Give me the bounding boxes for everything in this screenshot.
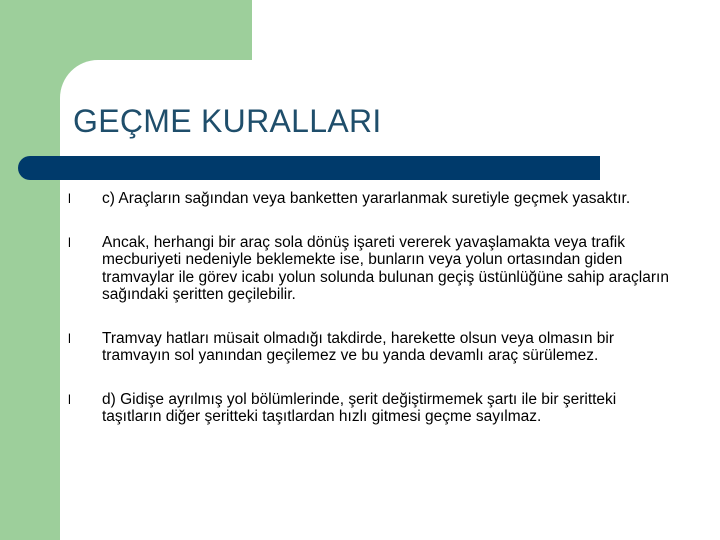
title-underline-bar xyxy=(18,156,600,180)
bullet-text: d) Gidişe ayrılmış yol bölümlerinde, şerit değiştirmemek şartı ile bir şeritteki taşıtların diğer şeritteki taşıtlardan hızlı gitmesi geçme sayılmaz. xyxy=(102,390,617,425)
bullet-list xyxy=(68,190,673,452)
slide-title: GEÇME KURALLARI xyxy=(73,103,382,139)
bullet-marker: l xyxy=(68,391,71,407)
bullet-marker: l xyxy=(68,191,71,206)
bullet-item xyxy=(68,190,673,208)
bullet-marker: l xyxy=(68,234,71,250)
bullet-text: Tramvay hatları müsait olmadığı takdirde, harekette olsun veya olmasın bir tramvayın sol yanından geçilemez ve bu yanda devamlı araç sürülemez. xyxy=(102,329,615,364)
bullet-text: c) Araçların sağından veya banketten yararlanmak suretiyle geçmek yasaktır. xyxy=(102,190,631,207)
bullet-item xyxy=(68,234,673,304)
bullet-item xyxy=(68,391,673,426)
bullet-text: Ancak, herhangi bir araç sola dönüş işareti vererek yavaşlamakta veya trafik mecburiyeti nedeniyle beklemekte ise, bunların veya yolun ortasından giden tramvaylar ile görev icabı yolun solunda bulunan geçiş üstünlüğüne sahip araçların sağındaki şeritten geçilebilir. xyxy=(102,233,669,303)
decor-green-strip xyxy=(0,0,60,540)
bullet-item xyxy=(68,330,673,365)
bullet-marker: l xyxy=(68,330,71,346)
